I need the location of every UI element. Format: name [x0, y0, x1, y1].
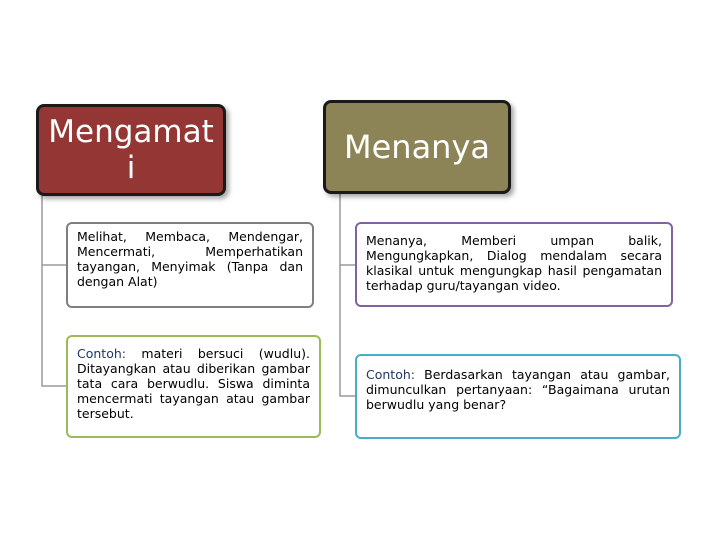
menanya-title: Menanya	[343, 128, 490, 166]
mengamati-header	[36, 104, 226, 196]
mengamati-description: Melihat, Membaca, Mendengar, Mencermati, Memperhatikan tayangan, Menyimak (Tanpa dan dengan Alat)	[77, 229, 303, 289]
mengamati-title: Mengamati	[48, 114, 214, 186]
mengamati-example-text: materi bersuci (wudlu). Ditayangkan atau diberikan gambar tata cara berwudlu. Siswa diminta mencermati tayangan atau gambar tersebut.	[77, 346, 310, 421]
menanya-example-card	[355, 354, 681, 439]
mengamati-description-card	[66, 222, 314, 308]
menanya-header	[323, 100, 511, 194]
mengamati-example-card	[66, 335, 321, 438]
menanya-description-card	[355, 222, 673, 307]
menanya-description: Menanya, Memberi umpan balik, Mengungkapkan, Dialog mendalam secara klasikal untuk mengungkap hasil pengamatan terhadap guru/tayangan video.	[366, 233, 662, 293]
menanya-example-label: Contoh:	[366, 367, 415, 382]
menanya-example-text: Berdasarkan tayangan atau gambar, dimunculkan pertanyaan: “Bagaimana urutan berwudlu yang benar?	[366, 367, 670, 412]
mengamati-example-label: Contoh:	[77, 346, 126, 361]
